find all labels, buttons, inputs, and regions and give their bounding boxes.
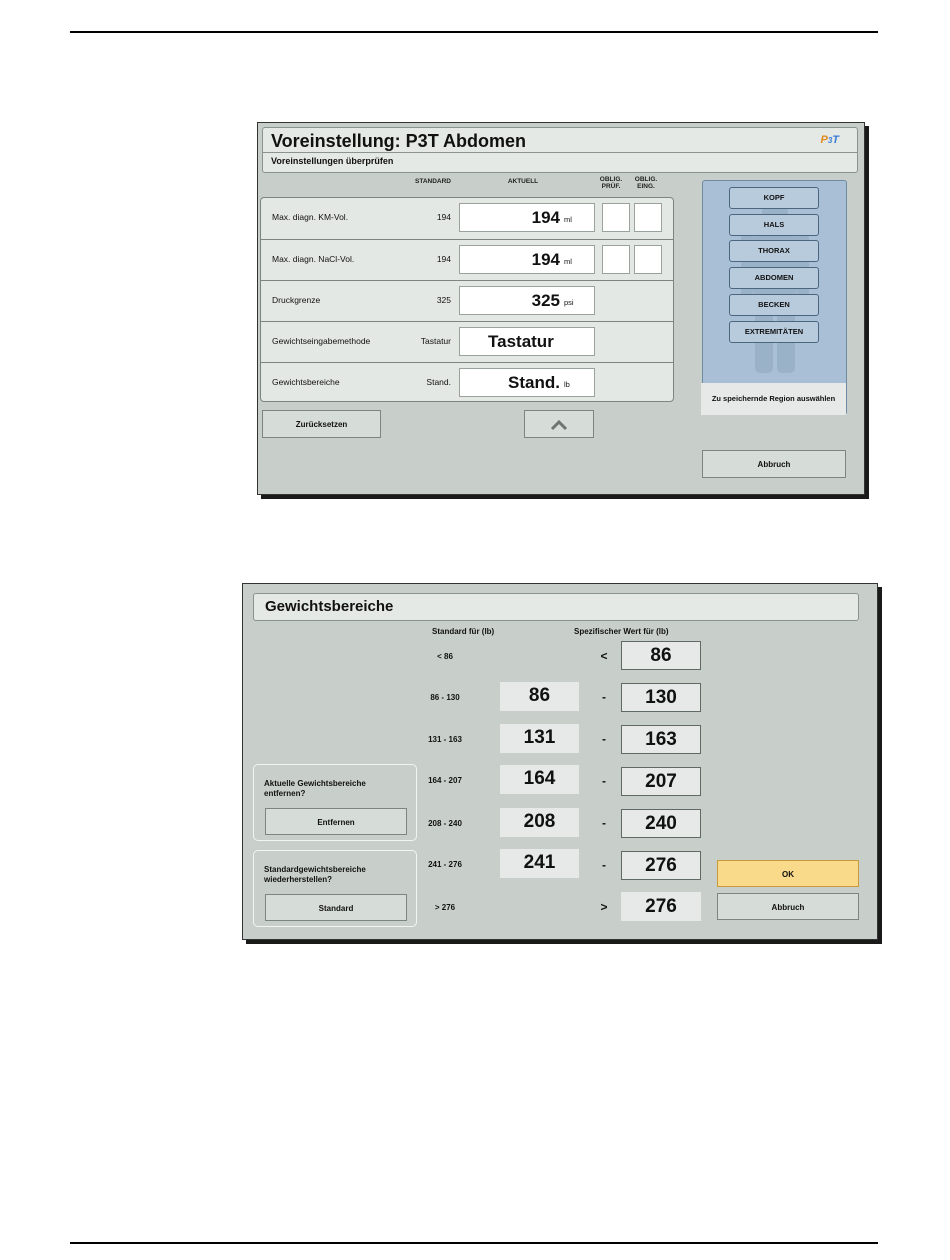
range-operator: >: [600, 900, 608, 914]
col-header-standard: STANDARD: [415, 178, 451, 185]
range-high-field[interactable]: 276: [621, 851, 701, 880]
row-standard: Tastatur: [420, 336, 451, 346]
bottom-rule: [70, 1242, 878, 1244]
range-low-value: 86: [500, 682, 579, 711]
remove-ranges-panel: [253, 764, 417, 841]
preset-review-screen: [257, 122, 865, 495]
row-label: Gewichtsbereiche: [272, 377, 340, 387]
region-instruction: Zu speichernde Region auswählen: [701, 383, 846, 415]
standard-button[interactable]: Standard: [265, 894, 407, 921]
body-region-panel: [702, 180, 847, 415]
region-abdomen-button[interactable]: ABDOMEN: [729, 267, 819, 289]
range-standard: 86 - 130: [430, 693, 460, 702]
p3t-logo: P3T: [820, 134, 839, 146]
header-specific: Spezifischer Wert für (lb): [574, 627, 669, 636]
range-high-field[interactable]: 163: [621, 725, 701, 754]
row-standard: 194: [436, 212, 451, 222]
range-high-field[interactable]: 240: [621, 809, 701, 838]
table-row: [261, 198, 673, 238]
row-label: Gewichtseingabemethode: [272, 336, 371, 346]
region-kopf-button[interactable]: KOPF: [729, 187, 819, 209]
reset-button[interactable]: Zurücksetzen: [262, 410, 381, 438]
table-row: [261, 280, 673, 321]
table-row: [261, 362, 673, 403]
col-header-aktuell: AKTUELL: [507, 178, 539, 185]
range-operator: -: [602, 816, 606, 830]
range-high-value: 276: [621, 892, 701, 921]
restore-question: Standardgewichtsbereiche wiederherstellen?: [264, 865, 366, 884]
oblig-pruef-checkbox[interactable]: [602, 245, 630, 274]
remove-question: Aktuelle Gewichtsbereiche entfernen?: [264, 779, 366, 798]
oblig-eing-checkbox[interactable]: [634, 203, 662, 232]
row-standard: Stand.: [426, 377, 451, 387]
top-rule: [70, 31, 878, 33]
range-standard: 241 - 276: [428, 860, 462, 869]
cancel-button[interactable]: Abbruch: [702, 450, 846, 478]
page-subtitle: Voreinstellungen überprüfen: [271, 156, 394, 166]
pressure-limit-field[interactable]: 325 psi: [459, 286, 595, 315]
chevron-up-icon: [549, 418, 569, 432]
range-operator: -: [602, 858, 606, 872]
col-header-oblig-eing: OBLIG. EING.: [634, 176, 658, 190]
title-divider: [263, 152, 857, 153]
range-low-value: 208: [500, 808, 579, 837]
range-operator: -: [602, 732, 606, 746]
range-high-field[interactable]: 86: [621, 641, 701, 670]
nacl-volume-field[interactable]: 194 ml: [459, 245, 595, 274]
restore-defaults-panel: [253, 850, 417, 927]
title-bar: [253, 593, 859, 621]
scroll-up-button[interactable]: [524, 410, 594, 438]
row-standard: 325: [436, 295, 451, 305]
ok-button[interactable]: OK: [717, 860, 859, 887]
remove-button[interactable]: Entfernen: [265, 808, 407, 835]
range-low-value: 131: [500, 724, 579, 753]
col-header-oblig-pruef: OBLIG. PRÜF.: [599, 176, 623, 190]
row-label: Druckgrenze: [272, 295, 321, 305]
header-standard: Standard für (lb): [432, 627, 495, 636]
weight-ranges-screen: [242, 583, 878, 940]
region-becken-button[interactable]: BECKEN: [729, 294, 819, 316]
km-volume-field[interactable]: 194 ml: [459, 203, 595, 232]
preset-table: [260, 197, 674, 402]
region-thorax-button[interactable]: THORAX: [729, 240, 819, 262]
range-high-field[interactable]: 130: [621, 683, 701, 712]
cancel-button[interactable]: Abbruch: [717, 893, 859, 920]
range-low-value: 164: [500, 765, 579, 794]
range-standard: 131 - 163: [428, 735, 462, 744]
oblig-pruef-checkbox[interactable]: [602, 203, 630, 232]
row-standard: 194: [436, 254, 451, 264]
title-bar: [262, 127, 858, 173]
weight-input-method-field[interactable]: Tastatur: [459, 327, 595, 356]
range-high-field[interactable]: 207: [621, 767, 701, 796]
page-title: Voreinstellung: P3T Abdomen: [271, 131, 527, 151]
range-operator: <: [600, 649, 608, 663]
row-label: Max. diagn. KM-Vol.: [272, 212, 349, 222]
range-standard: 208 - 240: [428, 819, 462, 828]
weight-ranges-field[interactable]: Stand. lb: [459, 368, 595, 397]
range-standard: > 276: [434, 903, 456, 912]
range-operator: -: [602, 774, 606, 788]
row-label: Max. diagn. NaCl-Vol.: [272, 254, 355, 264]
range-operator: -: [602, 690, 606, 704]
table-row: [261, 239, 673, 280]
range-standard: 164 - 207: [428, 776, 462, 785]
page-title: Gewichtsbereiche: [265, 598, 394, 615]
oblig-eing-checkbox[interactable]: [634, 245, 662, 274]
region-hals-button[interactable]: HALS: [729, 214, 819, 236]
range-standard: < 86: [437, 652, 453, 661]
region-extremitaeten-button[interactable]: EXTREMITÄTEN: [729, 321, 819, 343]
range-low-value: 241: [500, 849, 579, 878]
table-row: [261, 321, 673, 362]
